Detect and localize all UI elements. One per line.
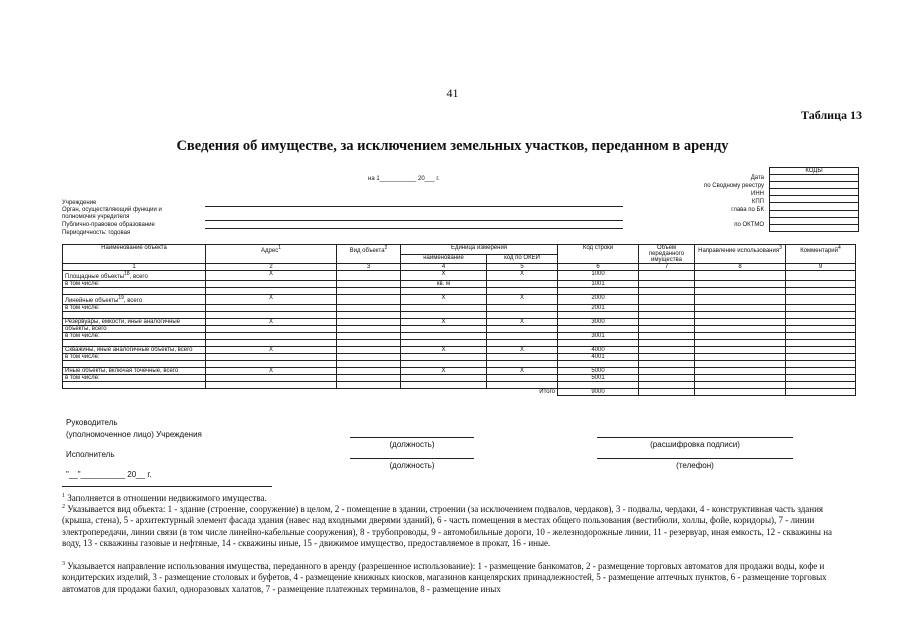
footnote-2: $^2$ Указывается вид объекта: 1 - здание (строение, сооружение) в целом, 2 - помещение в здании, строении (за исключением подвалов, чердаков), 3 - подвалы, чердаки, 4 - конструктивная часть здания (крыша, стена), 5 - архитектурный элемент фасада здания (навес над входными дверями зданий), 6 - часть помещения в местах общего пользования (вестибюли, холлы, фойе, коридоры), 7 - линии электропередачи, линии связи (в том числе линейно-кабельные сооружения), 8 - трубопроводы, 9 - автомобильные дороги, 10 - железнодорожные линии, 11 - резервуар, иная емкость, 12 - скважины на воду, 13 - скважины газовые и нефтяные, 14 - скважины иные, 15 - движимое имущество, предоставляемое в прокат, 16 - иные. [62, 504, 833, 548]
row-purpose[interactable] [695, 312, 786, 319]
row-volume[interactable] [639, 281, 695, 288]
footnote-1: $^1$ Заполняется в отношении недвижимого имущества. [62, 493, 267, 503]
row-address [206, 340, 337, 347]
code-cell-oktmo[interactable] [770, 217, 859, 224]
label-inn: ИНН [751, 191, 764, 197]
row-okei [487, 382, 558, 389]
code-cell-bk[interactable] [770, 203, 859, 210]
total-value-cell[interactable] [786, 389, 856, 396]
row-okei: X [487, 295, 558, 305]
total-label: Итого [539, 389, 555, 395]
column-number: 1 [63, 264, 206, 271]
row-name [63, 382, 206, 389]
row-code: 2001 [558, 305, 639, 312]
row-volume[interactable] [639, 340, 695, 347]
row-name: Скважины, иные аналогичные объекты, всего [63, 347, 206, 354]
row-code: 3001 [558, 333, 639, 340]
row-object-type[interactable] [337, 312, 401, 319]
head-label-1: Руководитель [66, 418, 118, 427]
row-volume[interactable] [639, 382, 695, 389]
row-unit-name [401, 375, 487, 382]
row-purpose[interactable] [695, 326, 786, 333]
header-object-type: Вид объекта$^2$ [337, 245, 401, 264]
column-number: 5 [487, 264, 558, 271]
row-code [558, 326, 639, 333]
row-code: 4001 [558, 354, 639, 361]
row-unit-name [401, 333, 487, 340]
row-okei [487, 281, 558, 288]
total-code: 9000 [558, 389, 639, 396]
row-address: X [206, 368, 337, 375]
row-okei [487, 340, 558, 347]
row-comment[interactable] [786, 312, 856, 319]
header-row-code: Код строки [558, 245, 639, 264]
row-okei: X [487, 368, 558, 375]
table-row [63, 368, 856, 375]
row-purpose[interactable] [695, 288, 786, 295]
table-row [63, 375, 856, 382]
row-comment[interactable] [786, 375, 856, 382]
row-name: в том числе: [63, 305, 206, 312]
total-row [63, 389, 856, 396]
table-row [63, 295, 856, 305]
row-comment[interactable] [786, 295, 856, 305]
row-object-type[interactable] [337, 271, 401, 281]
label-oktmo: по ОКТМО [734, 222, 764, 228]
executor-position-line[interactable] [350, 458, 474, 459]
row-okei [487, 333, 558, 340]
row-purpose[interactable] [695, 347, 786, 354]
column-number: 7 [639, 264, 695, 271]
row-purpose[interactable] [695, 368, 786, 375]
row-purpose[interactable] [695, 340, 786, 347]
row-comment[interactable] [786, 333, 856, 340]
row-object-type[interactable] [337, 326, 401, 333]
decoding-caption: (расшифровка подписи) [650, 440, 740, 449]
label-registry: по Сводному реестру [704, 183, 764, 189]
row-okei [487, 305, 558, 312]
codes-header: КОДЫ [770, 168, 859, 175]
code-cell-blank[interactable] [770, 210, 859, 217]
row-code [558, 382, 639, 389]
header-unit-name: наименование [401, 254, 487, 264]
column-number: 4 [401, 264, 487, 271]
head-label-2: (уполномоченное лицо) Учреждения [66, 430, 202, 439]
row-code [558, 288, 639, 295]
label-institution: Учреждение [62, 200, 97, 206]
column-number: 9 [786, 264, 856, 271]
row-object-type[interactable] [337, 295, 401, 305]
row-okei [487, 354, 558, 361]
row-comment[interactable] [786, 288, 856, 295]
row-volume[interactable] [639, 271, 695, 281]
row-purpose[interactable] [695, 382, 786, 389]
header-comment: Комментарий$^4$ [786, 245, 856, 264]
position-caption: (должность) [389, 440, 435, 449]
header-unit-okei: код по ОКЕИ [487, 254, 558, 264]
row-unit-name [401, 326, 487, 333]
table-row [63, 382, 856, 389]
form-title: Сведения об имуществе, за исключением земельных участков, переданном в аренду [176, 138, 729, 154]
page-number: 41 [446, 86, 459, 100]
row-unit-name [401, 340, 487, 347]
row-name: Иные объекты, включая точечные, всего [63, 368, 206, 375]
table-row [63, 271, 856, 281]
row-name [63, 312, 206, 319]
public-entity-line[interactable] [205, 228, 623, 229]
column-number: 3 [337, 264, 401, 271]
row-code: 5001 [558, 375, 639, 382]
row-comment[interactable] [786, 271, 856, 281]
row-okei: X [487, 347, 558, 354]
row-okei [487, 326, 558, 333]
row-object-type[interactable] [337, 288, 401, 295]
header-name: Наименование объекта [63, 245, 206, 264]
organ-line[interactable] [205, 220, 623, 221]
row-name: Резервуары, емкости, иные аналогичные [63, 319, 206, 326]
row-comment[interactable] [786, 340, 856, 347]
row-object-type[interactable] [337, 354, 401, 361]
row-volume[interactable] [639, 375, 695, 382]
row-comment[interactable] [786, 368, 856, 375]
table-row [63, 319, 856, 326]
row-name [63, 288, 206, 295]
row-volume[interactable] [639, 295, 695, 305]
header-unit: Единица измерения [401, 245, 558, 255]
row-comment[interactable] [786, 347, 856, 354]
row-code: 2000 [558, 295, 639, 305]
row-code: 1000 [558, 271, 639, 281]
row-code [558, 361, 639, 368]
table-row [63, 312, 856, 319]
row-unit-name: X [401, 295, 487, 305]
code-cell-registry[interactable] [770, 182, 859, 189]
row-object-type[interactable] [337, 361, 401, 368]
row-object-type[interactable] [337, 368, 401, 375]
executor-label: Исполнитель [66, 450, 115, 459]
row-okei: X [487, 319, 558, 326]
table-label: Таблица 13 [801, 108, 862, 122]
code-cell-blank-2[interactable] [770, 224, 859, 231]
row-unit-name [401, 305, 487, 312]
row-address: X [206, 271, 337, 281]
label-organ-2: полномочия учредителя [62, 214, 130, 220]
total-value-cell[interactable] [639, 389, 695, 396]
row-address [206, 326, 337, 333]
row-address [206, 312, 337, 319]
table-row [63, 361, 856, 368]
row-address: X [206, 295, 337, 305]
total-spacer [337, 389, 401, 396]
row-address: X [206, 319, 337, 326]
institution-line[interactable] [205, 206, 623, 207]
row-unit-name [401, 312, 487, 319]
row-object-type[interactable] [337, 305, 401, 312]
row-object-type[interactable] [337, 347, 401, 354]
code-cell-kpp[interactable] [770, 196, 859, 203]
footnote-3: $^3$ Указывается направление использования имущества, переданного в аренду (разрешенное использование): 1 - размещение банкоматов, 2 - размещение торговых автоматов для продажи воды, кофе и кондитерских изделий, 3 - размещение столовых и буфетов, 4 - размещение книжных киосков, магазинов канцелярских принадлежностей, 5 - размещение аптечных пунктов, 6 - размещение торговых автоматов для продажи бахил, одноразовых халатов, 7 - размещение платежных терминалов, 8 - размещение иных [62, 561, 827, 594]
total-spacer [63, 389, 206, 396]
table-row [63, 333, 856, 340]
property-table [62, 244, 856, 396]
total-value-cell[interactable] [695, 389, 786, 396]
row-volume[interactable] [639, 368, 695, 375]
row-comment[interactable] [786, 326, 856, 333]
row-unit-name: X [401, 271, 487, 281]
code-cell-inn[interactable] [770, 189, 859, 196]
code-cell-date[interactable] [770, 175, 859, 182]
row-okei [487, 375, 558, 382]
table-row [63, 326, 856, 333]
row-volume[interactable] [639, 319, 695, 326]
row-address [206, 281, 337, 288]
column-number: 8 [695, 264, 786, 271]
row-volume[interactable] [639, 347, 695, 354]
row-address [206, 361, 337, 368]
row-purpose[interactable] [695, 281, 786, 288]
row-okei: X [487, 271, 558, 281]
row-code: 1001 [558, 281, 639, 288]
row-volume[interactable] [639, 361, 695, 368]
header-purpose: Направление использования$^3$ [695, 245, 786, 264]
row-purpose[interactable] [695, 305, 786, 312]
row-code [558, 340, 639, 347]
row-purpose[interactable] [695, 375, 786, 382]
label-kpp: КПП [751, 199, 764, 205]
table-row [63, 347, 856, 354]
column-number-row [63, 264, 856, 271]
row-address [206, 375, 337, 382]
row-purpose[interactable] [695, 333, 786, 340]
row-address [206, 333, 337, 340]
column-number: 6 [558, 264, 639, 271]
row-name: в том числе: [63, 281, 206, 288]
row-purpose[interactable] [695, 271, 786, 281]
codes-table [769, 167, 859, 232]
row-okei [487, 312, 558, 319]
footnote-divider [62, 486, 272, 487]
row-purpose[interactable] [695, 319, 786, 326]
row-volume[interactable] [639, 288, 695, 295]
row-object-type[interactable] [337, 375, 401, 382]
total-spacer [206, 389, 337, 396]
row-unit-name: кв. м [401, 281, 487, 288]
row-object-type[interactable] [337, 382, 401, 389]
header-volume: Объем переданного имущества [639, 245, 695, 264]
header-address: Адрес$^1$ [206, 245, 337, 264]
row-name: Линейные объекты$^{19}$, всего [63, 295, 206, 305]
table-row [63, 354, 856, 361]
row-comment[interactable] [786, 382, 856, 389]
table-row [63, 288, 856, 295]
phone-caption: (телефон) [676, 461, 714, 470]
executor-phone-line[interactable] [597, 458, 793, 459]
row-volume[interactable] [639, 354, 695, 361]
total-spacer [401, 389, 487, 396]
row-name [63, 340, 206, 347]
column-number: 2 [206, 264, 337, 271]
row-unit-name [401, 354, 487, 361]
table-row [63, 340, 856, 347]
row-name: в том числе: [63, 375, 206, 382]
label-public-entity: Публично-правовое образование [62, 222, 155, 228]
row-object-type[interactable] [337, 281, 401, 288]
row-volume[interactable] [639, 312, 695, 319]
label-date: Дата [750, 175, 764, 181]
row-comment[interactable] [786, 281, 856, 288]
row-object-type[interactable] [337, 340, 401, 347]
row-name: объекты, всего [63, 326, 206, 333]
head-decoding-line[interactable] [597, 437, 793, 438]
row-name [63, 361, 206, 368]
row-code: 5000 [558, 368, 639, 375]
row-comment[interactable] [786, 305, 856, 312]
row-object-type[interactable] [337, 319, 401, 326]
row-okei [487, 288, 558, 295]
row-address [206, 305, 337, 312]
row-purpose[interactable] [695, 361, 786, 368]
row-address: X [206, 347, 337, 354]
row-unit-name [401, 361, 487, 368]
row-name: Площадные объекты$^{18}$, всего [63, 271, 206, 281]
report-date-line: на 1___________ 20___ г. [368, 176, 440, 182]
row-comment[interactable] [786, 361, 856, 368]
row-unit-name [401, 288, 487, 295]
row-unit-name [401, 382, 487, 389]
row-volume[interactable] [639, 326, 695, 333]
row-purpose[interactable] [695, 295, 786, 305]
row-purpose[interactable] [695, 354, 786, 361]
row-unit-name: X [401, 319, 487, 326]
signature-date: "__"__________ 20__ г. [66, 470, 152, 479]
row-address [206, 382, 337, 389]
row-code [558, 312, 639, 319]
row-comment[interactable] [786, 354, 856, 361]
row-code: 4000 [558, 347, 639, 354]
label-organ-1: Орган, осуществляющий функции и [62, 207, 162, 213]
row-name: в том числе: [63, 333, 206, 340]
row-comment[interactable] [786, 319, 856, 326]
row-code: 3000 [558, 319, 639, 326]
table-row [63, 305, 856, 312]
row-okei [487, 361, 558, 368]
label-bk: глава по БК [731, 207, 764, 213]
position-caption-2: (должность) [389, 461, 435, 470]
label-periodicity: Периодичность: годовая [62, 230, 131, 236]
row-name: в том числе: [63, 354, 206, 361]
row-unit-name: X [401, 347, 487, 354]
head-position-line[interactable] [350, 437, 474, 438]
row-object-type[interactable] [337, 333, 401, 340]
row-unit-name: X [401, 368, 487, 375]
row-volume[interactable] [639, 305, 695, 312]
row-address [206, 354, 337, 361]
row-volume[interactable] [639, 333, 695, 340]
row-address [206, 288, 337, 295]
table-row [63, 281, 856, 288]
